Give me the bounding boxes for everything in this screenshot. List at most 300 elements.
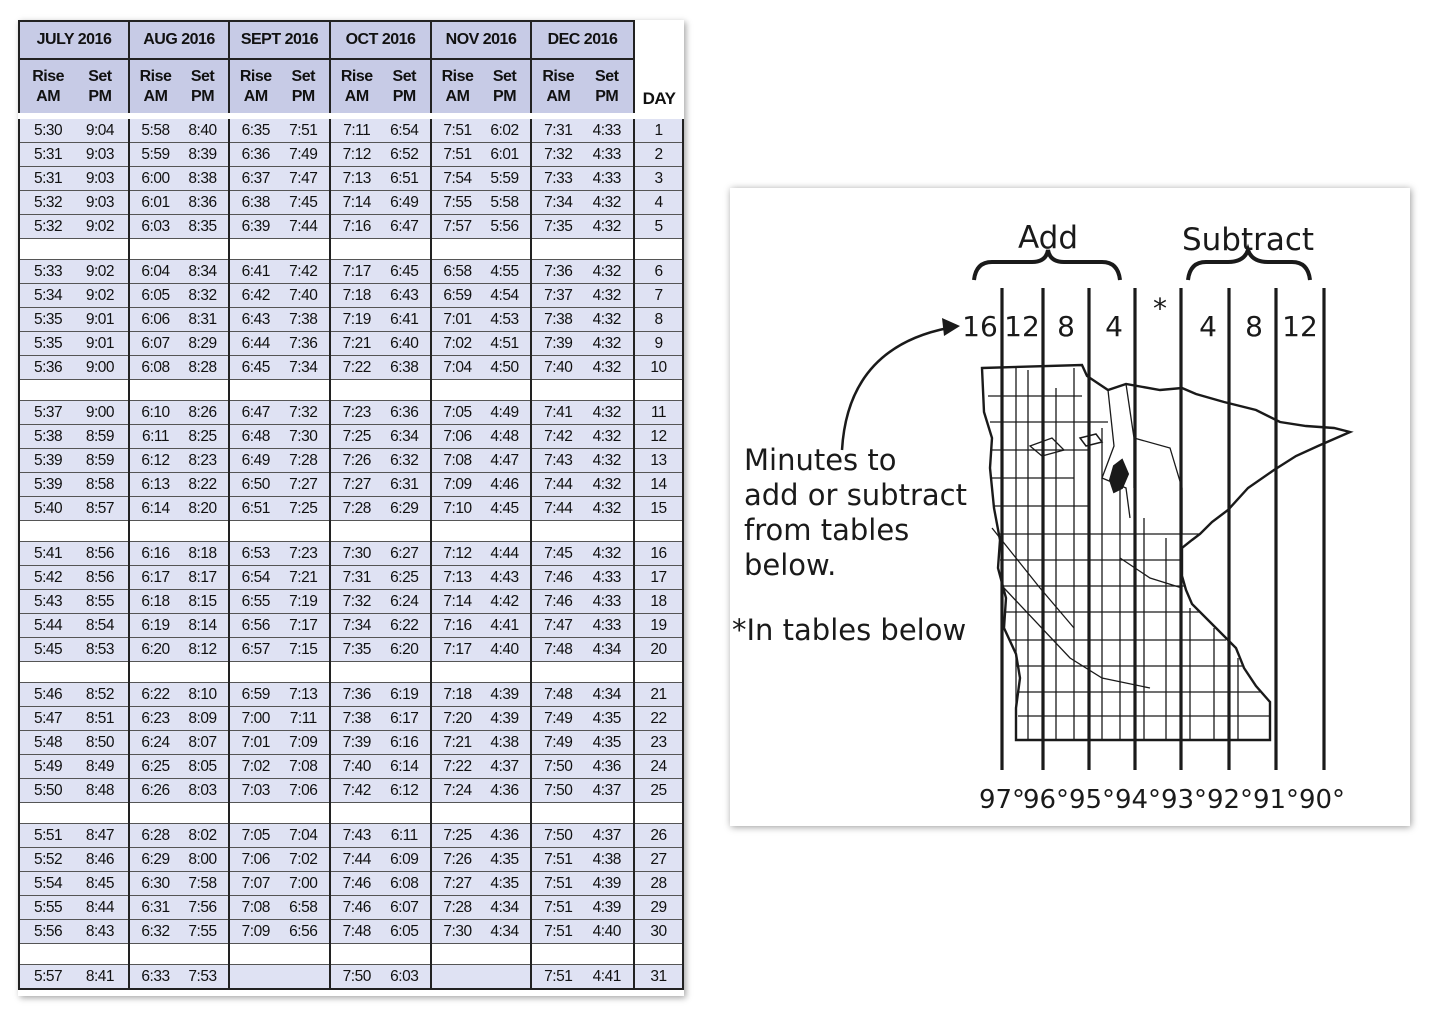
rise-time: 7:39 — [342, 733, 371, 751]
rise-am-label: Rise AM — [542, 67, 575, 105]
rise-time: 7:13 — [342, 169, 371, 187]
rise-time: 7:25 — [342, 427, 371, 445]
rise-time: 5:34 — [34, 286, 63, 304]
caption-line: add or subtract — [744, 478, 967, 512]
time-cell — [19, 779, 129, 803]
minute-label: 12 — [1004, 310, 1040, 343]
set-time: 6:01 — [490, 145, 519, 163]
set-time: 4:39 — [490, 709, 519, 727]
time-cell — [531, 683, 634, 707]
time-cell — [129, 449, 229, 473]
pointer-arrow — [842, 328, 948, 450]
spacer-cell — [330, 239, 431, 260]
set-time: 4:34 — [490, 898, 519, 916]
time-cell — [129, 638, 229, 662]
time-cell — [330, 779, 431, 803]
rise-time: 7:18 — [443, 685, 472, 703]
set-time: 8:03 — [188, 781, 217, 799]
rise-time: 6:37 — [241, 169, 270, 187]
set-time: 8:18 — [188, 544, 217, 562]
time-cell — [431, 332, 531, 356]
set-time: 4:32 — [592, 427, 621, 445]
rise-time: 6:54 — [241, 568, 270, 586]
spacer-cell — [330, 944, 431, 965]
set-time: 7:30 — [289, 427, 318, 445]
rise-time: 7:33 — [544, 169, 573, 187]
time-cell — [19, 707, 129, 731]
day-number: 21 — [634, 683, 683, 707]
rise-time: 6:03 — [141, 217, 170, 235]
time-cell — [229, 824, 330, 848]
rise-time: 6:31 — [141, 898, 170, 916]
rise-time: 7:40 — [342, 757, 371, 775]
set-time: 7:25 — [289, 499, 318, 517]
time-cell — [19, 473, 129, 497]
day-number: 26 — [634, 824, 683, 848]
time-cell — [531, 896, 634, 920]
time-cell — [229, 872, 330, 896]
rise-time: 7:51 — [443, 121, 472, 139]
rise-time: 7:40 — [544, 358, 573, 376]
set-time: 8:38 — [188, 169, 217, 187]
rise-time: 7:21 — [342, 334, 371, 352]
set-time: 4:32 — [592, 310, 621, 328]
set-pm-label: Set PM — [88, 67, 112, 105]
table-row — [19, 356, 683, 380]
rise-time: 6:16 — [141, 544, 170, 562]
spacer-cell — [531, 239, 634, 260]
time-cell — [431, 143, 531, 167]
spacer-cell — [19, 662, 129, 683]
rise-time: 7:43 — [342, 826, 371, 844]
time-cell — [531, 590, 634, 614]
time-cell — [431, 683, 531, 707]
minute-label: 8 — [1245, 310, 1263, 343]
time-cell — [129, 731, 229, 755]
time-cell — [129, 542, 229, 566]
rise-time: 6:36 — [241, 145, 270, 163]
set-time: 9:02 — [85, 217, 114, 235]
rise-time: 6:18 — [141, 592, 170, 610]
rise-time: 7:46 — [544, 592, 573, 610]
set-time: 4:55 — [490, 262, 519, 280]
set-time: 6:22 — [390, 616, 419, 634]
set-time: 7:04 — [289, 826, 318, 844]
set-time: 4:37 — [592, 826, 621, 844]
rise-time: 5:47 — [34, 709, 63, 727]
rise-time: 5:31 — [34, 169, 63, 187]
set-time: 8:28 — [188, 358, 217, 376]
day-number: 23 — [634, 731, 683, 755]
rise-time: 6:45 — [241, 358, 270, 376]
rise-time: 5:55 — [34, 898, 63, 916]
time-cell — [431, 473, 531, 497]
time-cell — [229, 215, 330, 239]
longitude-label: 91° — [1252, 785, 1300, 815]
set-time: 9:00 — [85, 403, 114, 421]
set-time: 8:36 — [188, 193, 217, 211]
time-cell — [129, 356, 229, 380]
time-cell — [330, 167, 431, 191]
time-cell — [531, 707, 634, 731]
day-number: 15 — [634, 497, 683, 521]
time-cell — [531, 755, 634, 779]
table-row — [19, 284, 683, 308]
rise-am-label: Rise AM — [32, 67, 64, 105]
rise-time: 6:33 — [141, 967, 170, 985]
table-row — [19, 707, 683, 731]
time-cell — [229, 965, 330, 990]
time-cell — [330, 497, 431, 521]
rise-time: 7:51 — [544, 898, 573, 916]
rise-time: 6:17 — [141, 568, 170, 586]
rise-time: 7:27 — [342, 475, 371, 493]
rise-time: 7:12 — [443, 544, 472, 562]
set-time: 6:41 — [390, 310, 419, 328]
rise-time: 7:32 — [544, 145, 573, 163]
spacer-cell — [330, 521, 431, 542]
set-time: 8:46 — [85, 850, 114, 868]
table-row — [19, 116, 683, 143]
rise-time: 7:30 — [443, 922, 472, 940]
rise-time: 6:32 — [141, 922, 170, 940]
time-cell — [531, 872, 634, 896]
time-cell — [330, 755, 431, 779]
rise-time: 7:22 — [443, 757, 472, 775]
table-row — [19, 308, 683, 332]
set-time: 4:42 — [490, 592, 519, 610]
set-time: 7:42 — [289, 262, 318, 280]
set-time: 7:56 — [188, 898, 217, 916]
time-cell — [229, 590, 330, 614]
rise-time: 6:59 — [241, 685, 270, 703]
set-time: 7:32 — [289, 403, 318, 421]
rise-time: 7:01 — [241, 733, 270, 751]
rise-time: 7:02 — [443, 334, 472, 352]
set-time: 8:39 — [188, 145, 217, 163]
month-header: NOV 2016 — [431, 21, 531, 59]
set-time: 6:47 — [390, 217, 419, 235]
set-time: 9:00 — [85, 358, 114, 376]
set-time: 4:34 — [592, 685, 621, 703]
set-time: 4:33 — [592, 616, 621, 634]
set-time: 6:29 — [390, 499, 419, 517]
set-time: 7:53 — [188, 967, 217, 985]
spacer-cell — [531, 803, 634, 824]
rise-time: 5:52 — [34, 850, 63, 868]
time-cell — [229, 497, 330, 521]
spacer-row — [19, 662, 683, 683]
rise-time: 5:49 — [34, 757, 63, 775]
set-pm-label: Set PM — [190, 67, 215, 105]
rise-time: 6:25 — [141, 757, 170, 775]
rise-time: 7:16 — [443, 616, 472, 634]
time-cell — [129, 143, 229, 167]
time-cell — [19, 497, 129, 521]
day-number: 30 — [634, 920, 683, 944]
rise-time: 5:35 — [34, 334, 63, 352]
time-cell — [129, 116, 229, 143]
set-time: 7:28 — [289, 451, 318, 469]
set-time: 4:32 — [592, 193, 621, 211]
rise-time: 7:11 — [343, 121, 371, 139]
set-time: 8:23 — [188, 451, 217, 469]
set-time: 8:51 — [85, 709, 114, 727]
set-time: 9:03 — [85, 193, 114, 211]
time-cell — [19, 191, 129, 215]
spacer-cell — [634, 380, 683, 401]
minute-labels — [962, 292, 1318, 343]
set-time: 4:33 — [592, 145, 621, 163]
set-time: 6:43 — [390, 286, 419, 304]
time-cell — [229, 260, 330, 284]
rise-time: 7:06 — [241, 850, 270, 868]
day-header: DAY — [634, 59, 683, 116]
set-time: 6:24 — [390, 592, 419, 610]
spacer-cell — [431, 944, 531, 965]
rise-time: 7:51 — [443, 145, 472, 163]
set-time: 6:34 — [390, 427, 419, 445]
rise-time: 7:09 — [241, 922, 270, 940]
set-time: 5:56 — [490, 217, 519, 235]
time-cell — [330, 638, 431, 662]
set-time: 6:07 — [390, 898, 419, 916]
rise-set-header — [431, 59, 531, 116]
map-footnote: *In tables below — [732, 613, 967, 647]
set-time: 6:27 — [390, 544, 419, 562]
set-time: 4:44 — [490, 544, 519, 562]
time-cell — [229, 614, 330, 638]
rise-time: 7:09 — [443, 475, 472, 493]
minnesota-map-panel — [730, 188, 1410, 826]
table-row — [19, 332, 683, 356]
rise-time: 5:45 — [34, 640, 63, 658]
set-time: 6:25 — [390, 568, 419, 586]
time-cell — [129, 191, 229, 215]
set-time: 8:54 — [85, 616, 114, 634]
month-header-row — [19, 21, 683, 59]
time-cell — [229, 191, 330, 215]
set-time: 8:25 — [188, 427, 217, 445]
time-cell — [330, 848, 431, 872]
table-row — [19, 683, 683, 707]
day-number: 22 — [634, 707, 683, 731]
minute-label: 4 — [1199, 310, 1217, 343]
rise-time: 5:31 — [34, 145, 63, 163]
rise-time: 7:41 — [544, 403, 573, 421]
table-row — [19, 731, 683, 755]
longitude-label: 96° — [1022, 785, 1070, 815]
set-pm-label: Set PM — [492, 67, 517, 105]
time-cell — [229, 473, 330, 497]
time-cell — [229, 401, 330, 425]
spacer-cell — [634, 803, 683, 824]
set-time: 7:58 — [188, 874, 217, 892]
time-cell — [229, 638, 330, 662]
set-time: 4:37 — [490, 757, 519, 775]
table-row — [19, 614, 683, 638]
set-time: 6:14 — [390, 757, 419, 775]
rise-time: 6:06 — [141, 310, 170, 328]
rise-time: 7:17 — [443, 640, 472, 658]
set-time: 8:12 — [188, 640, 217, 658]
set-time: 8:32 — [188, 286, 217, 304]
set-time: 6:03 — [390, 967, 419, 985]
set-time: 7:08 — [289, 757, 318, 775]
time-cell — [19, 848, 129, 872]
time-cell — [129, 590, 229, 614]
rise-time: 7:48 — [342, 922, 371, 940]
time-cell — [531, 473, 634, 497]
set-time: 8:43 — [85, 922, 114, 940]
spacer-cell — [229, 662, 330, 683]
subtract-label: Subtract — [1181, 222, 1315, 258]
set-time: 7:06 — [289, 781, 318, 799]
rise-time: 7:03 — [241, 781, 270, 799]
rise-time: 7:02 — [241, 757, 270, 775]
time-cell — [330, 614, 431, 638]
rise-time: 5:56 — [34, 922, 63, 940]
time-cell — [330, 215, 431, 239]
rise-time: 6:44 — [241, 334, 270, 352]
table-row — [19, 260, 683, 284]
time-cell — [19, 284, 129, 308]
set-time: 6:19 — [390, 685, 419, 703]
set-time: 7:38 — [289, 310, 318, 328]
time-cell — [531, 425, 634, 449]
set-time: 8:40 — [188, 121, 217, 139]
rise-time: 6:12 — [141, 451, 170, 469]
rise-time: 7:24 — [443, 781, 472, 799]
set-time: 4:32 — [592, 334, 621, 352]
table-row — [19, 848, 683, 872]
time-cell — [229, 755, 330, 779]
time-cell — [19, 896, 129, 920]
spacer-cell — [129, 239, 229, 260]
set-time: 8:57 — [85, 499, 114, 517]
rise-time: 7:01 — [443, 310, 472, 328]
time-cell — [330, 920, 431, 944]
time-cell — [129, 260, 229, 284]
rise-am-label: Rise AM — [239, 67, 272, 105]
day-number: 5 — [634, 215, 683, 239]
time-cell — [431, 779, 531, 803]
day-number: 29 — [634, 896, 683, 920]
table-row — [19, 542, 683, 566]
time-cell — [229, 425, 330, 449]
rise-time: 7:51 — [544, 874, 573, 892]
time-cell — [129, 332, 229, 356]
rise-time: 7:35 — [544, 217, 573, 235]
day-number: 19 — [634, 614, 683, 638]
rise-time: 7:17 — [342, 262, 371, 280]
minnesota-map — [730, 188, 1410, 826]
minute-label: 4 — [1105, 310, 1123, 343]
time-cell — [330, 191, 431, 215]
time-cell — [431, 449, 531, 473]
time-cell — [531, 191, 634, 215]
set-time: 7:09 — [289, 733, 318, 751]
time-cell — [330, 260, 431, 284]
day-number: 20 — [634, 638, 683, 662]
spacer-row — [19, 380, 683, 401]
day-number: 13 — [634, 449, 683, 473]
time-cell — [531, 401, 634, 425]
time-cell — [531, 449, 634, 473]
set-time: 9:02 — [85, 262, 114, 280]
rise-time: 7:07 — [241, 874, 270, 892]
time-cell — [531, 566, 634, 590]
spacer-cell — [229, 803, 330, 824]
set-time: 7:49 — [289, 145, 318, 163]
set-time: 8:00 — [188, 850, 217, 868]
rise-time: 7:31 — [342, 568, 371, 586]
time-cell — [330, 707, 431, 731]
set-time: 8:26 — [188, 403, 217, 421]
set-time: 6:49 — [390, 193, 419, 211]
time-cell — [229, 731, 330, 755]
time-cell — [431, 872, 531, 896]
set-time: 8:15 — [188, 592, 217, 610]
month-header: JULY 2016 — [19, 21, 129, 59]
set-time: 7:36 — [289, 334, 318, 352]
rise-time: 6:22 — [141, 685, 170, 703]
spacer-cell — [634, 521, 683, 542]
spacer-cell — [431, 380, 531, 401]
set-time: 7:47 — [289, 169, 318, 187]
set-time: 8:59 — [85, 451, 114, 469]
rise-time: 6:10 — [141, 403, 170, 421]
longitude-label: 92° — [1206, 785, 1254, 815]
time-cell — [431, 284, 531, 308]
time-cell — [19, 215, 129, 239]
rise-time: 7:35 — [342, 640, 371, 658]
rise-time: 7:51 — [544, 850, 573, 868]
rise-time: 5:30 — [34, 121, 63, 139]
set-time: 4:33 — [592, 568, 621, 586]
time-cell — [531, 332, 634, 356]
day-number: 14 — [634, 473, 683, 497]
set-time: 6:11 — [390, 826, 418, 844]
rise-time: 6:08 — [141, 358, 170, 376]
time-cell — [330, 542, 431, 566]
time-cell — [431, 920, 531, 944]
time-cell — [330, 566, 431, 590]
set-time: 9:02 — [85, 286, 114, 304]
time-cell — [229, 707, 330, 731]
set-time: 4:38 — [490, 733, 519, 751]
time-cell — [431, 167, 531, 191]
rise-time: 6:57 — [241, 640, 270, 658]
set-time: 4:32 — [592, 544, 621, 562]
time-cell — [531, 308, 634, 332]
time-cell — [431, 566, 531, 590]
time-cell — [431, 542, 531, 566]
state-outline — [982, 365, 1350, 740]
rise-time: 5:44 — [34, 616, 63, 634]
rise-time: 7:51 — [544, 922, 573, 940]
day-number: 28 — [634, 872, 683, 896]
time-cell — [431, 116, 531, 143]
rise-time: 6:30 — [141, 874, 170, 892]
time-cell — [129, 755, 229, 779]
rise-time: 7:21 — [443, 733, 472, 751]
rise-am-label: Rise AM — [340, 67, 373, 105]
set-time: 4:36 — [490, 826, 519, 844]
table-row — [19, 965, 683, 990]
rise-time: 7:50 — [544, 781, 573, 799]
set-time: 4:37 — [592, 781, 621, 799]
